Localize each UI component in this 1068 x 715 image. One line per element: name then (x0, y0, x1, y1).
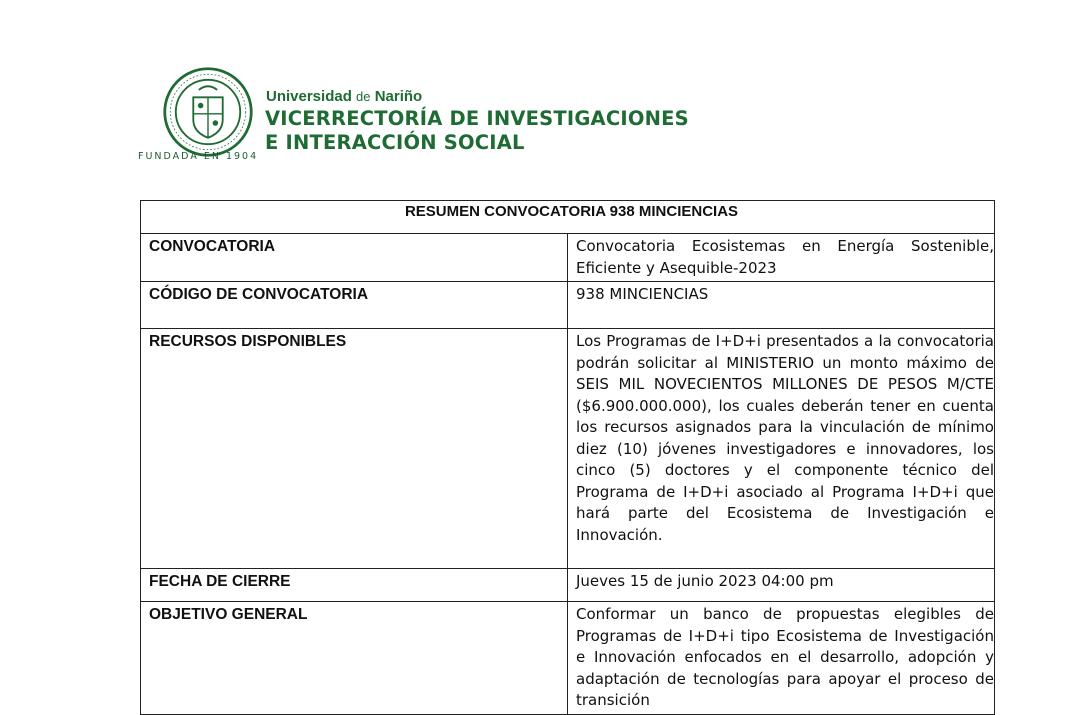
table-row (141, 234, 995, 282)
row-value-fecha: Jueves 15 de junio 2023 04:00 pm (568, 569, 995, 602)
department-line-1: VICERRECTORÍA DE INVESTIGACIONES (265, 107, 689, 130)
row-label-fecha: FECHA DE CIERRE (141, 569, 568, 602)
department-line-2: E INTERACCIÓN SOCIAL (265, 131, 525, 154)
row-value-objetivo: Conformar un banco de propuestas elegibles de Programas de I+D+i tipo Ecosistema de Investigación e Innovación enfocados en el desarrollo, adopción y adaptación de tecnologías para apoyar el proceso de transición (568, 602, 995, 715)
row-value-codigo: 938 MINCIENCIAS (568, 282, 995, 329)
founded-caption: FUNDADA EN 1904 (138, 151, 259, 162)
row-label-recursos: RECURSOS DISPONIBLES (141, 329, 568, 569)
table-title: RESUMEN CONVOCATORIA 938 MINCIENCIAS (141, 201, 995, 234)
summary-table (140, 200, 995, 715)
table-title-row (141, 201, 995, 234)
table-row (141, 282, 995, 329)
row-value-recursos: Los Programas de I+D+i presentados a la convocatoria podrán solicitar al MINISTERIO un monto máximo de SEIS MIL NOVECIENTOS MILLONES DE PESOS M/CTE ($6.900.000.000), los cuales deberán tener en cuenta los recursos asignados para la vinculación de mínimo diez (10) jóvenes investigadores e innovadores, los cinco (5) doctores y el componente técnico del Programa de I+D+i asociado al Programa I+D+i que hará parte del Ecosistema de Investigación e Innovación. (568, 329, 995, 569)
table-row (141, 569, 995, 602)
letterhead (138, 62, 698, 172)
university-name: Universidad de Nariño (266, 88, 423, 105)
row-label-codigo: CÓDIGO DE CONVOCATORIA (141, 282, 568, 329)
row-label-convocatoria: CONVOCATORIA (141, 234, 568, 282)
table-row (141, 602, 995, 715)
university-seal-icon (162, 66, 254, 158)
row-label-objetivo: OBJETIVO GENERAL (141, 602, 568, 715)
table-row (141, 329, 995, 569)
row-value-convocatoria: Convocatoria Ecosistemas en Energía Sostenible, Eficiente y Asequible-2023 (568, 234, 995, 282)
